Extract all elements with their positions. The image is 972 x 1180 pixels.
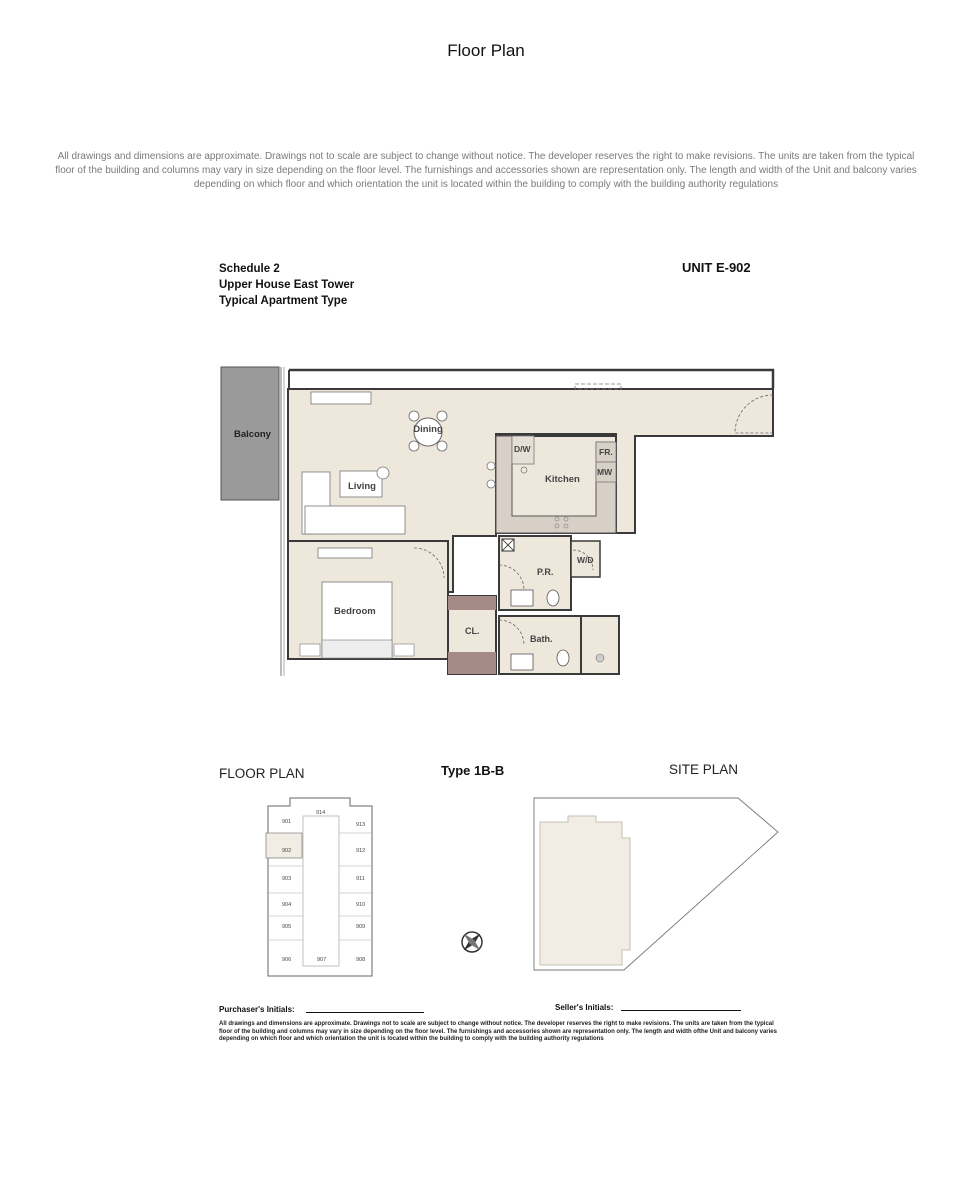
unit-904: 904	[282, 902, 292, 908]
unit-914: 914	[316, 810, 326, 816]
schedule-number: Schedule 2	[219, 263, 280, 275]
seller-initials-field[interactable]	[621, 1010, 741, 1011]
dining-label: Dining	[413, 424, 443, 435]
unit-label: UNIT E-902	[682, 260, 751, 275]
unit-907: 907	[317, 957, 327, 963]
balcony-label: Balcony	[234, 429, 271, 440]
unit-901: 901	[282, 819, 292, 825]
unit-906: 906	[282, 957, 292, 963]
schedule-block	[219, 261, 354, 309]
disclaimer-bottom: All drawings and dimensions are approximate. Drawings not to scale are subject to change without notice. The developer reserves the right to make revisions. The units are taken from the typical floor of the building and columns may vary in size depending on the floor level. The furnishings and accessories shown are representation only. The length and width ofthe Unit and balcony varies depending on which floor and which orientation the unit is located within the building to comply with the building authority regulations	[219, 1021, 777, 1042]
dishwasher-label: D/W	[514, 444, 531, 454]
powder-room-label: P.R.	[537, 567, 554, 577]
unit-905: 905	[282, 924, 292, 930]
washer-dryer-label: W/D	[577, 555, 594, 565]
kitchen-label: Kitchen	[545, 474, 580, 485]
unit-909: 909	[356, 924, 366, 930]
unit-floor-plan	[215, 360, 785, 690]
disclaimer-top: All drawings and dimensions are approximate. Drawings not to scale are subject to change without notice. The developer reserves the right to make revisions. The units are taken from the typical floor of the building and columns may vary in size depending on the floor level. The furnishings and accessories shown are representation only. The length and width of the Unit and balcony varies depending on which floor and which orientation the unit is located within the building to comply with the building authority regulations	[55, 151, 917, 190]
unit-903: 903	[282, 876, 292, 882]
closet-label: CL.	[465, 626, 480, 636]
unit-type-heading: Type 1B-B	[441, 763, 505, 778]
unit-910: 910	[356, 902, 366, 908]
living-label: Living	[348, 481, 376, 492]
site-building	[540, 816, 630, 965]
purchaser-initials-label: Purchaser's Initials:	[219, 1005, 295, 1014]
seller-initials-label: Seller's Initials:	[555, 1003, 614, 1012]
shower	[581, 616, 619, 674]
fridge-label: FR.	[599, 447, 613, 457]
unit-902-highlight	[266, 833, 302, 858]
key-plan	[255, 795, 385, 980]
microwave-label: MW	[597, 467, 613, 477]
bedroom-label: Bedroom	[334, 606, 376, 617]
tower-name: Upper House East Tower	[219, 279, 355, 291]
floor-plan-heading: FLOOR PLAN	[219, 766, 305, 781]
apartment-type: Typical Apartment Type	[219, 295, 348, 307]
compass-icon	[452, 922, 492, 962]
unit-913: 913	[356, 822, 366, 828]
unit-908: 908	[356, 957, 366, 963]
unit-912: 912	[356, 848, 366, 854]
bathroom-label: Bath.	[530, 634, 553, 644]
unit-902: 902	[282, 848, 292, 854]
unit-911: 911	[356, 876, 365, 882]
purchaser-initials-field[interactable]	[306, 1012, 424, 1013]
site-plan	[528, 793, 782, 978]
site-plan-heading: SITE PLAN	[669, 762, 739, 777]
page-title: Floor Plan	[447, 41, 525, 60]
